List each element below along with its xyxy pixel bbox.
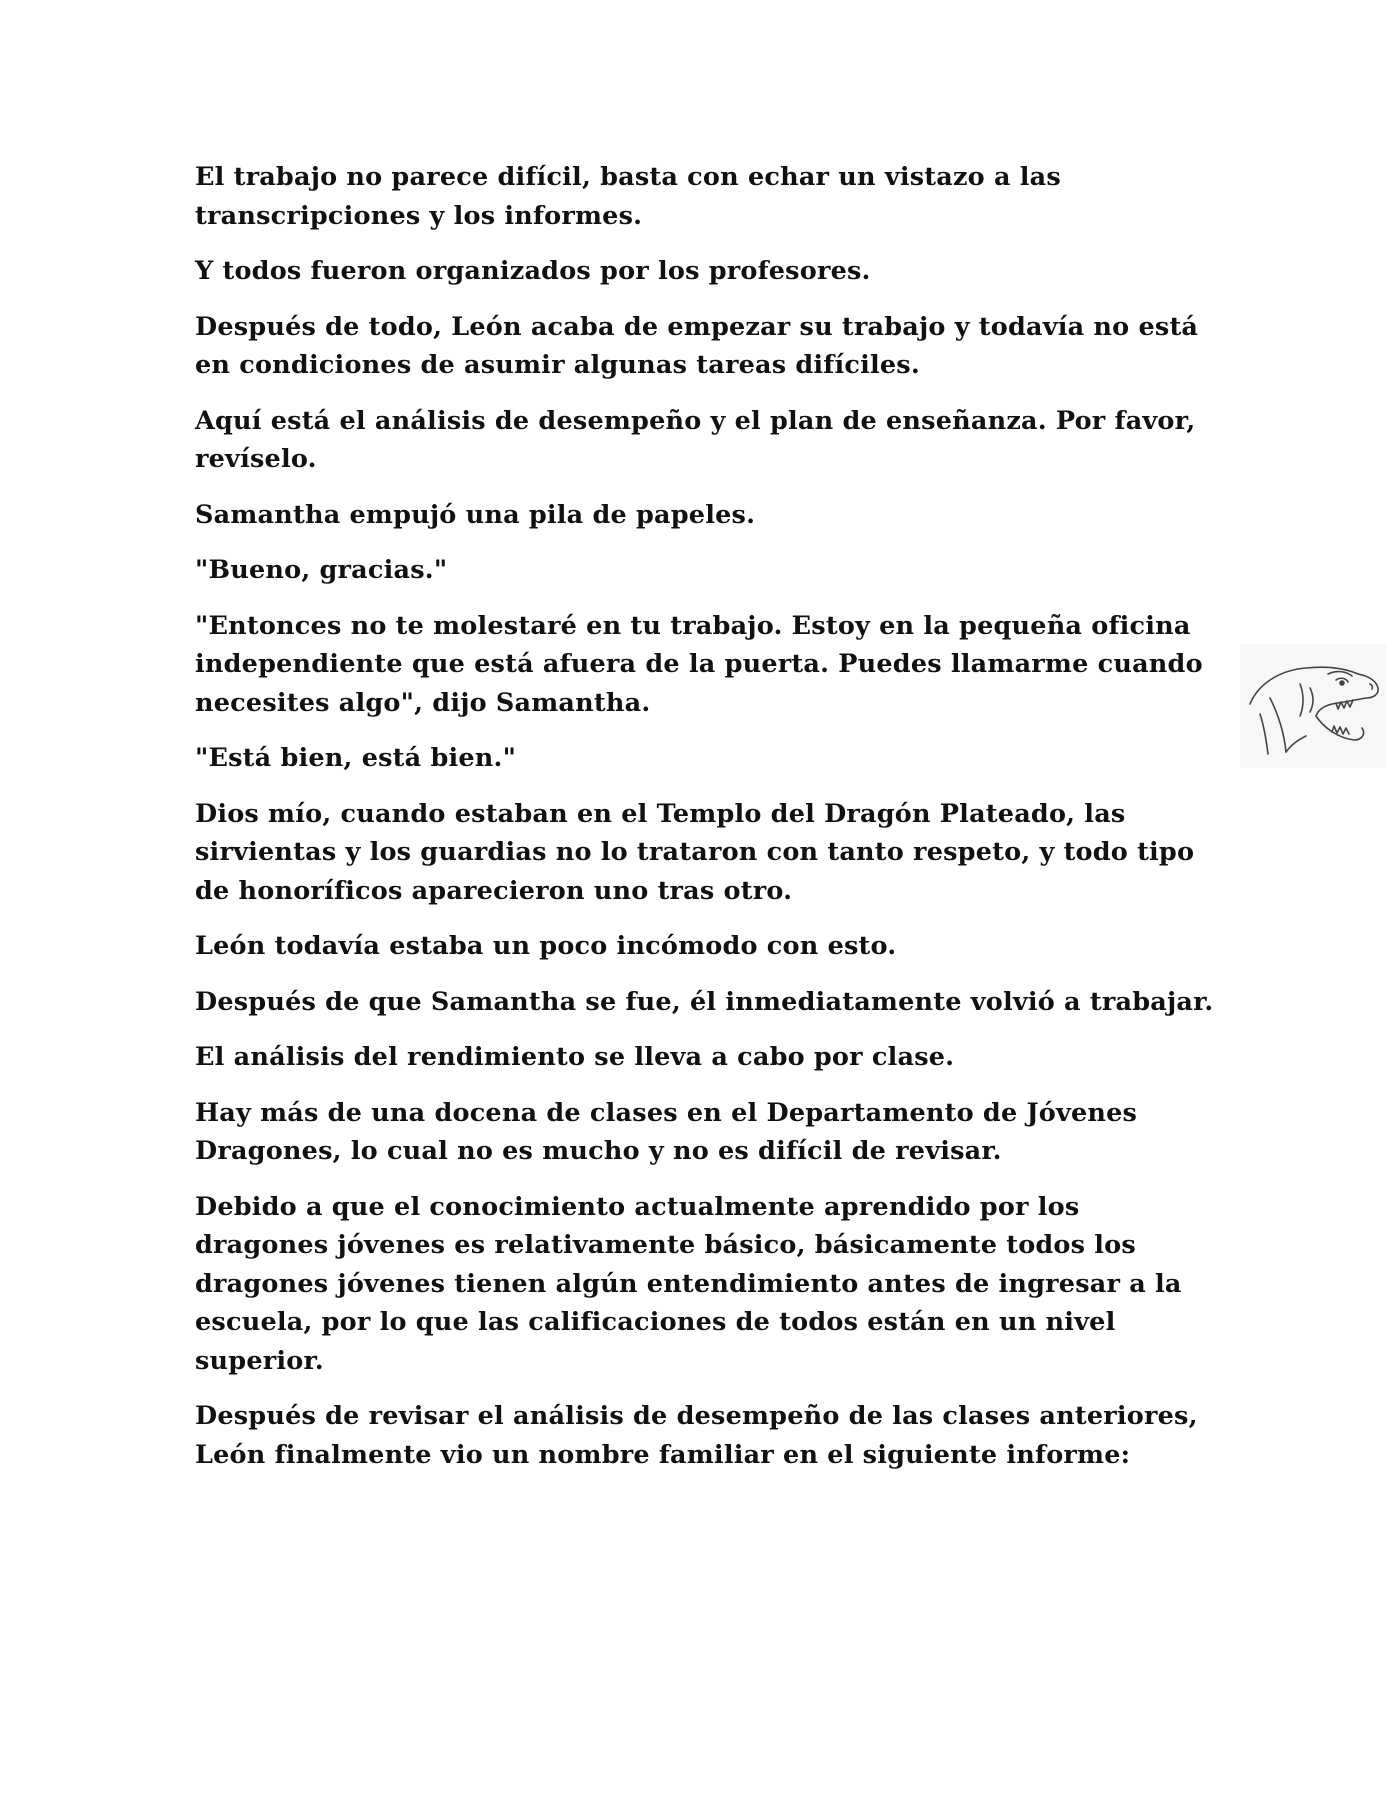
paragraph: Y todos fueron organizados por los profesores. <box>195 256 871 286</box>
document-body <box>195 158 1215 1491</box>
paragraph: Samantha empujó una pila de papeles. <box>195 499 756 530</box>
paragraph: "Bueno, gracias." <box>195 555 448 585</box>
paragraph: Aquí está el análisis de desempeño y el plan de enseñanza. Por favor, revíselo. <box>195 405 1196 474</box>
paragraph: Después de que Samantha se fue, él inmediatamente volvió a trabajar. <box>195 986 1214 1017</box>
paragraph: León todavía estaba un poco incómodo con esto. <box>195 931 897 961</box>
paragraph: "Está bien, está bien." <box>195 743 517 773</box>
paragraph: Después de todo, León acaba de empezar su trabajo y todavía no está en condiciones de asumir algunas tareas difíciles. <box>195 311 1199 380</box>
paragraph: Debido a que el conocimiento actualmente aprendido por los dragones jóvenes es relativamente básico, básicamente todos los dragones jóvenes tienen algún entendimiento antes de ingresar a la escuela, por lo que las calificaciones de todos están en un nivel superior. <box>195 1191 1182 1376</box>
paragraph: El trabajo no parece difícil, basta con echar un vistazo a las transcripciones y los informes. <box>195 162 1061 231</box>
paragraph: Después de revisar el análisis de desempeño de las clases anteriores, León finalmente vio un nombre familiar en el siguiente informe: <box>195 1401 1198 1470</box>
paragraph: El análisis del rendimiento se lleva a cabo por clase. <box>195 1042 955 1072</box>
dinosaur-head-sketch-icon <box>1240 644 1386 768</box>
paragraph: Hay más de una docena de clases en el Departamento de Jóvenes Dragones, lo cual no es mucho y no es difícil de revisar. <box>195 1097 1138 1166</box>
paragraph: "Entonces no te molestaré en tu trabajo. Estoy en la pequeña oficina independiente que está afuera de la puerta. Puedes llamarme cuando necesites algo", dijo Samantha. <box>195 610 1203 718</box>
paragraph: Dios mío, cuando estaban en el Templo del Dragón Plateado, las sirvientas y los guardias no lo trataron con tanto respeto, y todo tipo de honoríficos aparecieron uno tras otro. <box>195 798 1195 906</box>
